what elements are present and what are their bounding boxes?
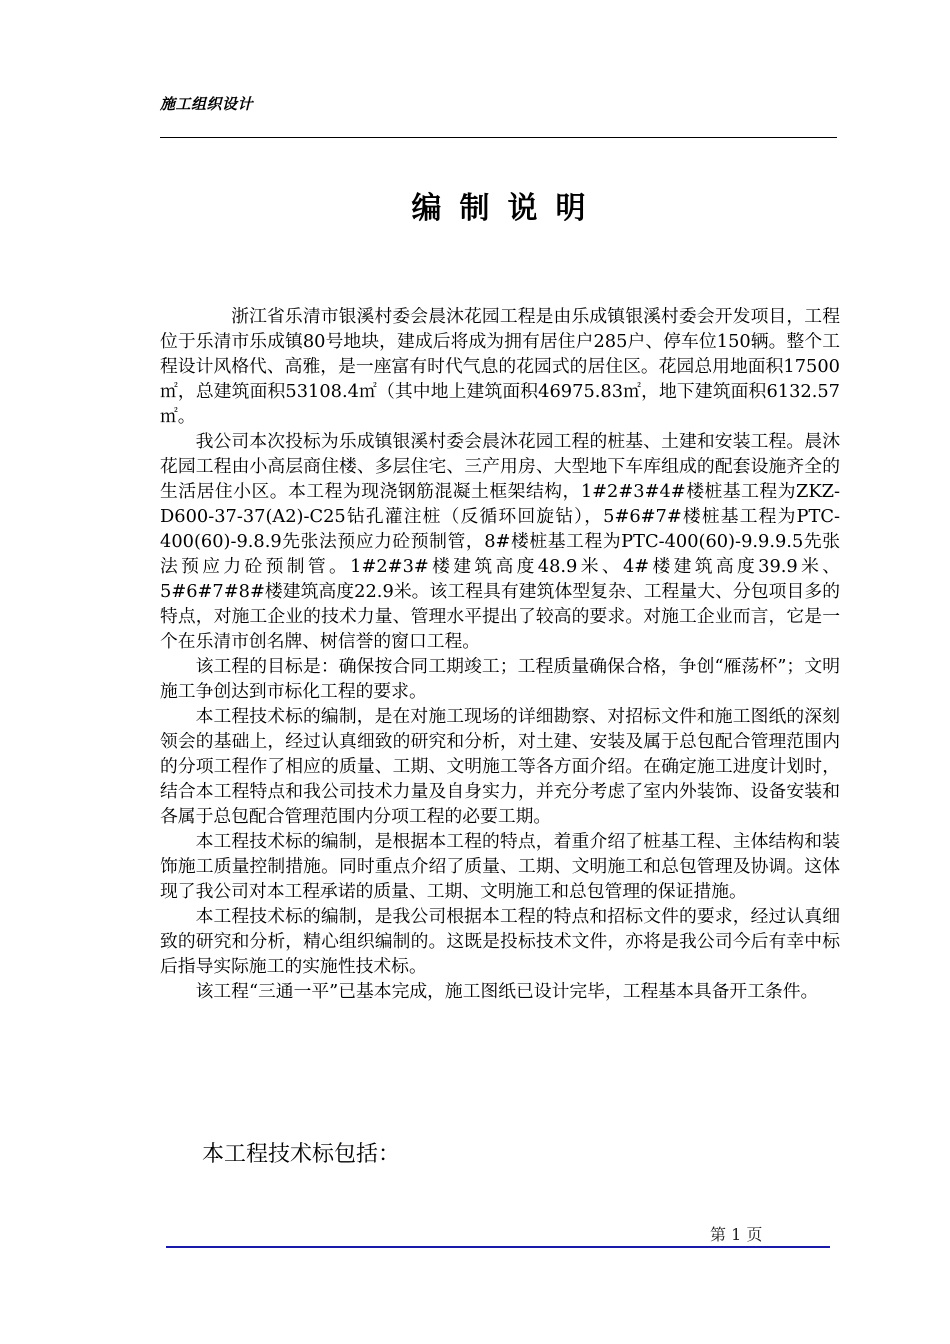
header-divider xyxy=(160,137,837,138)
document-header-label: 施工组织设计 xyxy=(160,95,254,113)
paragraph-bid-scope: 我公司本次投标为乐成镇银溪村委会晨沐花园工程的桩基、土建和安装工程。晨沐花园工程由小高层商住楼、多层住宅、三产用房、大型地下车库组成的配套设施齐全的生活居住小区。本工程为现浇钢筋混凝土框架结构，1#2#3#4#楼桩基工程为ZKZ-D600-37-37(A2)-C25钻孔灌注桩（反循环回旋钻），5#6#7#楼桩基工程为PTC-400(60)-9.8.9先张法预应力砼预制管，8#楼桩基工程为PTC-400(60)-9.9.9.5先张法预应力砼预制管。1#2#3#楼建筑高度48.9米、4#楼建筑高度39.9米、5#6#7#8#楼建筑高度22.9米。该工程具有建筑体型复杂、工程量大、分包项目多的特点，对施工企业的技术力量、管理水平提出了较高的要求。对施工企业而言，它是一个在乐清市创名牌、树信誉的窗口工程。 xyxy=(160,431,840,652)
paragraph-project-goals: 该工程的目标是：确保按合同工期竣工；工程质量确保合格，争创“雁荡杯”；文明施工争创达到市标化工程的要求。 xyxy=(160,656,840,702)
page-title: 编制说明 xyxy=(411,191,604,226)
section-subheading: 本工程技术标包括： xyxy=(202,1142,401,1167)
page-number: 第 1 页 xyxy=(710,1225,763,1244)
paragraph-purpose: 本工程技术标的编制，是我公司根据本工程的特点和招标文件的要求，经过认真细致的研究和分析，精心组织编制的。这既是投标技术文件，亦将是我公司今后有幸中标后指导实际施工的实施性技术标。 xyxy=(160,906,840,977)
document-body xyxy=(160,304,840,1004)
paragraph-site-readiness: 该工程“三通一平”已基本完成，施工图纸已设计完毕，工程基本具备开工条件。 xyxy=(195,981,819,1002)
paragraph-preparation-basis: 本工程技术标的编制，是在对施工现场的详细勘察、对招标文件和施工图纸的深刻领会的基础上，经过认真细致的研究和分析，对土建、安装及属于总包配合管理范围内的分项工程作了相应的质量、工期、文明施工等各方面介绍。在确定施工进度计划时，结合本工程特点和我公司技术力量及自身实力，并充分考虑了室内外装饰、设备安装和各属于总包配合管理范围内分项工程的必要工期。 xyxy=(160,706,840,827)
footer-divider xyxy=(166,1246,830,1248)
paragraph-project-overview: 浙江省乐清市银溪村委会晨沐花园工程是由乐成镇银溪村委会开发项目，工程位于乐清市乐成镇80号地块，建成后将成为拥有居住户285户、停车位150辆。整个工程设计风格代、高雅，是一座富有时代气息的花园式的居住区。花园总用地面积17500㎡，总建筑面积53108.4㎡（其中地上建筑面积46975.83㎡，地下建筑面积6132.57㎡。 xyxy=(160,306,840,427)
paragraph-key-content: 本工程技术标的编制，是根据本工程的特点，着重介绍了桩基工程、主体结构和装饰施工质量控制措施。同时重点介绍了质量、工期、文明施工和总包管理及协调。这体现了我公司对本工程承诺的质量、工期、文明施工和总包管理的保证措施。 xyxy=(160,831,840,902)
